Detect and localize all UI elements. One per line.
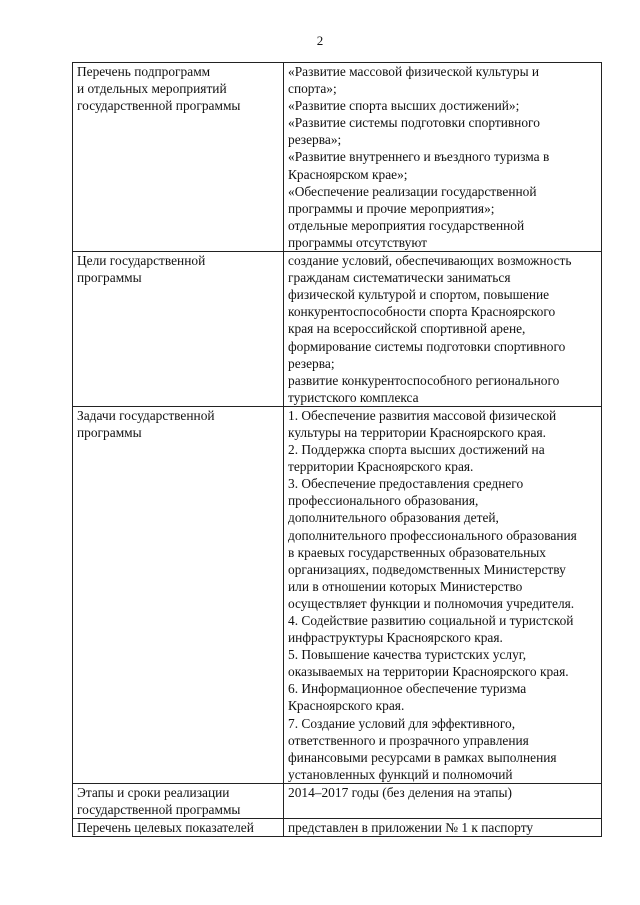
row-value-line: формирование системы подготовки спортивного bbox=[288, 338, 566, 354]
row-value-line: физической культурой и спортом, повышение bbox=[288, 287, 550, 303]
row-value-line: резерва»; bbox=[288, 132, 342, 148]
page-number: 2 bbox=[316, 33, 324, 48]
row-label-line: Этапы и сроки реализации bbox=[77, 784, 230, 800]
row-value-line: программы и прочие мероприятия»; bbox=[288, 200, 495, 216]
row-value-line: «Развитие спорта высших достижений»; bbox=[288, 98, 520, 114]
table-row bbox=[73, 63, 602, 252]
row-value-line: «Развитие массовой физической культуры и bbox=[288, 64, 540, 79]
row-value-line: 2. Поддержка спорта высших достижений на bbox=[288, 442, 545, 458]
row-label-cell bbox=[73, 406, 284, 783]
row-value-line: 3. Обеспечение предоставления среднего bbox=[288, 476, 524, 492]
row-label-line: программы bbox=[77, 270, 142, 286]
row-value-line: спорта»; bbox=[288, 81, 337, 97]
table-row bbox=[73, 252, 602, 407]
table-row bbox=[73, 819, 602, 837]
row-value-line: территории Красноярского края. bbox=[288, 459, 474, 475]
table-row bbox=[73, 783, 602, 818]
row-value-line: профессионального образования, bbox=[288, 493, 479, 509]
row-label-line: Задачи государственной bbox=[77, 407, 215, 423]
row-value-line: представлен в приложении № 1 к паспорту bbox=[288, 820, 534, 836]
row-value-line: программы отсутствуют bbox=[288, 234, 428, 250]
row-value-line: 5. Повышение качества туристских услуг, bbox=[288, 647, 527, 663]
row-value-line: Красноярском крае»; bbox=[288, 166, 408, 182]
row-label-line: государственной программы bbox=[77, 802, 241, 818]
row-label-line: государственной программы bbox=[77, 98, 241, 114]
row-label-cell bbox=[73, 783, 284, 818]
row-value-cell bbox=[284, 252, 602, 407]
row-label-cell bbox=[73, 63, 284, 252]
row-value-line: 2014–2017 годы (без деления на этапы) bbox=[288, 784, 512, 800]
row-value-line: 6. Информационное обеспечение туризма bbox=[288, 681, 527, 697]
row-value-line: «Развитие системы подготовки спортивного bbox=[288, 115, 540, 131]
row-value-line: организациях, подведомственных Министерству bbox=[288, 561, 566, 577]
row-value-line: гражданам систематически заниматься bbox=[288, 270, 511, 286]
table-row bbox=[73, 406, 602, 783]
program-passport-table bbox=[72, 62, 602, 837]
row-value-cell bbox=[284, 406, 602, 783]
row-value-line: «Обеспечение реализации государственной bbox=[288, 183, 537, 199]
row-label-line: Перечень целевых показателей bbox=[77, 820, 254, 836]
row-value-line: конкурентоспособности спорта Красноярского bbox=[288, 304, 556, 320]
row-value-cell bbox=[284, 63, 602, 252]
row-value-line: ответственного и прозрачного управления bbox=[288, 732, 529, 748]
row-value-line: дополнительного профессионального образования bbox=[288, 527, 577, 543]
row-value-line: осуществляет функции и полномочия учредителя. bbox=[288, 595, 575, 611]
row-label-line: и отдельных мероприятий bbox=[77, 81, 227, 97]
row-value-line: отдельные мероприятия государственной bbox=[288, 217, 525, 233]
row-value-line: установленных функций и полномочий bbox=[288, 766, 513, 782]
row-value-line: дополнительного образования детей, bbox=[288, 510, 499, 526]
row-label-cell bbox=[73, 819, 284, 837]
row-value-line: 1. Обеспечение развития массовой физической bbox=[288, 407, 557, 423]
row-label-line: программы bbox=[77, 424, 142, 440]
row-value-line: резерва; bbox=[288, 355, 335, 371]
row-value-line: в краевых государственных образовательных bbox=[288, 544, 546, 560]
row-value-line: «Развитие внутреннего и въездного туризма в bbox=[288, 149, 550, 165]
row-value-line: Красноярского края. bbox=[288, 698, 405, 714]
row-value-line: инфраструктуры Красноярского края. bbox=[288, 630, 503, 646]
row-label-line: Цели государственной bbox=[77, 253, 206, 269]
row-value-line: развитие конкурентоспособного регионального bbox=[288, 372, 560, 388]
row-value-line: 4. Содействие развитию социальной и туристской bbox=[288, 613, 574, 628]
row-label-line: Перечень подпрограмм bbox=[77, 64, 211, 79]
row-value-line: или в отношении которых Министерство bbox=[288, 578, 523, 594]
row-value-cell bbox=[284, 783, 602, 818]
row-label-cell bbox=[73, 252, 284, 407]
row-value-line: туристского комплекса bbox=[288, 389, 419, 405]
row-value-cell bbox=[284, 819, 602, 837]
row-value-line: финансовыми ресурсами в рамках выполнения bbox=[288, 749, 557, 765]
row-value-line: культуры на территории Красноярского края. bbox=[288, 424, 546, 440]
row-value-line: создание условий, обеспечивающих возможность bbox=[288, 253, 572, 269]
row-value-line: оказываемых на территории Красноярского края. bbox=[288, 664, 569, 680]
row-value-line: края на всероссийской спортивной арене, bbox=[288, 321, 526, 337]
row-value-line: 7. Создание условий для эффективного, bbox=[288, 715, 516, 731]
